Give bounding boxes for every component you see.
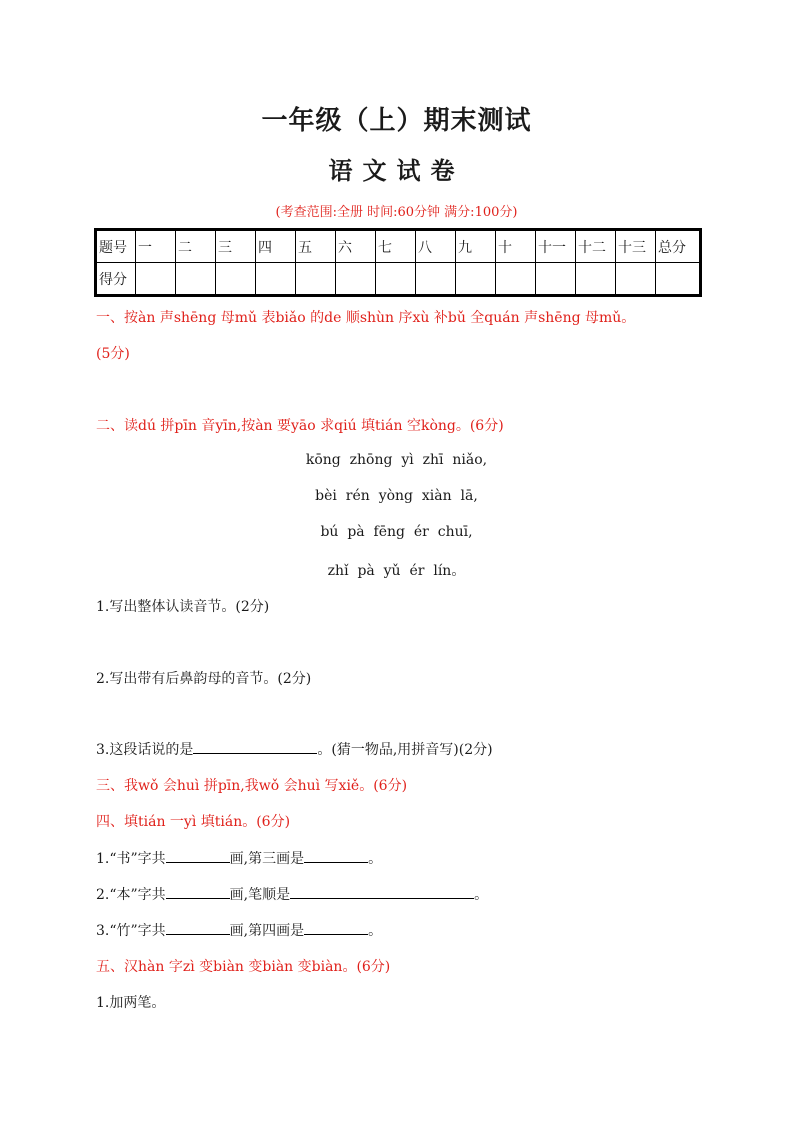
table-cell: 六 <box>336 230 376 263</box>
question-text: 。 <box>368 851 383 867</box>
answer-blank[interactable] <box>290 884 474 899</box>
score-cell[interactable] <box>256 263 296 296</box>
pinyin-line: kōng zhōng yì zhī niǎo, <box>305 452 488 468</box>
table-cell: 五 <box>296 230 336 263</box>
question-text: 2.“本”字共 <box>96 887 166 903</box>
score-table-score-row <box>96 263 701 296</box>
score-cell[interactable] <box>336 263 376 296</box>
table-cell: 十 <box>496 230 536 263</box>
question-text: 。(猜一物品,用拼音写)(2分) <box>317 742 493 758</box>
score-cell[interactable] <box>536 263 576 296</box>
question-4-1 <box>96 848 382 868</box>
answer-blank[interactable] <box>166 884 230 899</box>
section-1-heading: 一、按àn 声shēng 母mǔ 表biǎo 的de 顺shùn 序xù 补bǔ 全quán 声shēng 母mǔ。 <box>96 310 636 326</box>
score-cell[interactable] <box>376 263 416 296</box>
score-cell[interactable] <box>496 263 536 296</box>
table-cell: 八 <box>416 230 456 263</box>
score-cell[interactable] <box>296 263 336 296</box>
section-2-heading: 二、读dú 拼pīn 音yīn,按àn 要yāo 求qiú 填tián 空kòng。(6分) <box>96 418 504 434</box>
pinyin-line: bú pà fēng ér chuī, <box>320 524 473 540</box>
score-cell[interactable] <box>456 263 496 296</box>
answer-blank[interactable] <box>166 920 230 935</box>
table-cell: 得分 <box>96 263 136 296</box>
exam-title: 一年级（上）期末测试 <box>261 106 532 136</box>
exam-subtitle: 语文试卷 <box>328 157 465 185</box>
question-text: 。 <box>474 887 489 903</box>
table-cell: 总分 <box>656 230 701 263</box>
pinyin-line: bèi rén yòng xiàn lā, <box>315 488 478 504</box>
score-cell[interactable] <box>656 263 701 296</box>
score-cell[interactable] <box>176 263 216 296</box>
table-cell: 题号 <box>96 230 136 263</box>
score-table-header-row <box>96 230 701 263</box>
score-cell[interactable] <box>576 263 616 296</box>
answer-blank[interactable] <box>304 848 368 863</box>
section-3-heading: 三、我wǒ 会huì 拼pīn,我wǒ 会huì 写xiě。(6分) <box>96 778 408 794</box>
question-text: 画,第四画是 <box>229 923 305 939</box>
question-2-3 <box>96 739 493 759</box>
score-table <box>94 228 702 297</box>
question-text: 1.“书”字共 <box>96 851 166 867</box>
pinyin-line: zhǐ pà yǔ ér lín。 <box>327 563 466 579</box>
table-cell: 十三 <box>616 230 656 263</box>
table-cell: 十二 <box>576 230 616 263</box>
question-4-3 <box>96 920 382 940</box>
table-cell: 三 <box>216 230 256 263</box>
section-4-heading: 四、填tián 一yì 填tián。(6分) <box>96 814 291 830</box>
section-1-points: (5分) <box>96 346 130 362</box>
answer-blank[interactable] <box>193 739 317 754</box>
question-5-1: 1.加两笔。 <box>96 995 166 1011</box>
answer-blank[interactable] <box>166 848 230 863</box>
score-cell[interactable] <box>216 263 256 296</box>
exam-info: (考查范围:全册 时间:60分钟 满分:100分) <box>275 205 518 220</box>
question-text: 画,第三画是 <box>229 851 305 867</box>
question-2-2: 2.写出带有后鼻韵母的音节。(2分) <box>96 671 312 687</box>
question-text: 3.“竹”字共 <box>96 923 166 939</box>
question-4-2 <box>96 884 488 904</box>
table-cell: 一 <box>136 230 176 263</box>
question-text: 3.这段话说的是 <box>96 742 194 758</box>
question-2-1: 1.写出整体认读音节。(2分) <box>96 599 270 615</box>
table-cell: 四 <box>256 230 296 263</box>
question-text: 画,笔顺是 <box>229 887 291 903</box>
score-cell[interactable] <box>136 263 176 296</box>
score-cell[interactable] <box>416 263 456 296</box>
answer-blank[interactable] <box>304 920 368 935</box>
question-text: 。 <box>368 923 383 939</box>
score-cell[interactable] <box>616 263 656 296</box>
table-cell: 十一 <box>536 230 576 263</box>
table-cell: 七 <box>376 230 416 263</box>
section-5-heading: 五、汉hàn 字zì 变biàn 变biàn 变biàn。(6分) <box>96 959 391 975</box>
table-cell: 九 <box>456 230 496 263</box>
table-cell: 二 <box>176 230 216 263</box>
